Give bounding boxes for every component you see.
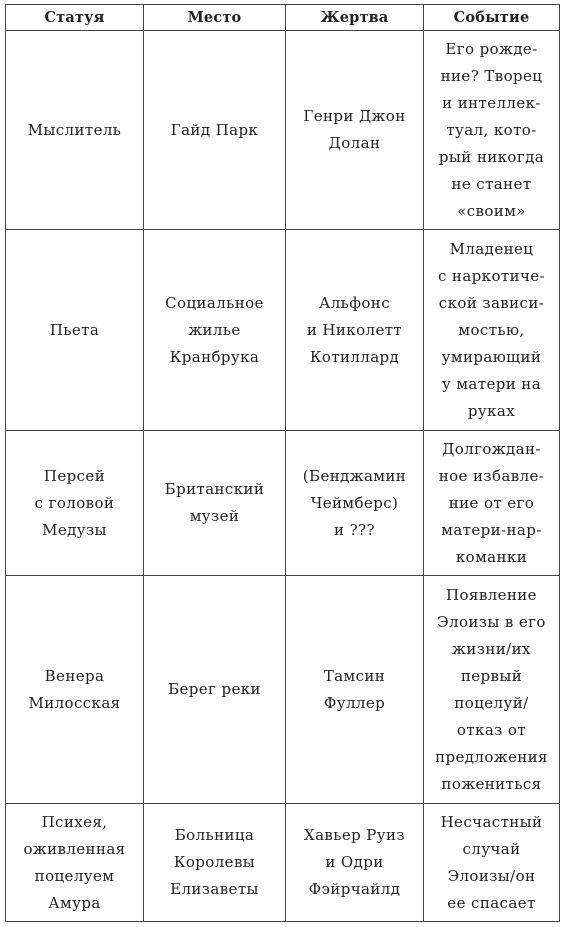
cell-line: жизни/их: [452, 639, 531, 658]
cell-line: Фуллер: [323, 693, 386, 712]
cell-line: Елизаветы: [170, 880, 259, 898]
place-cell: [144, 576, 286, 804]
cell-line: с головой: [34, 493, 115, 512]
event-cell: [424, 31, 560, 230]
statue-cell: [6, 804, 144, 922]
cell-line: Королевы: [173, 853, 256, 871]
table-row: [6, 230, 560, 431]
cell-line: Долан: [328, 134, 381, 152]
victim-cell: [286, 576, 424, 804]
cell-line: Социальное: [165, 293, 264, 312]
cell-line: первый: [460, 666, 523, 685]
cell-line: случай: [462, 839, 521, 858]
statue-cell: [6, 431, 144, 576]
cell-line: не станет: [451, 174, 532, 193]
cell-line: ее спасает: [447, 893, 536, 912]
cell-line: музей: [189, 507, 240, 525]
table-row: [6, 431, 560, 576]
cell-line: Появление: [446, 585, 537, 604]
cell-line: Британский: [164, 480, 265, 498]
cell-line: Венера: [44, 666, 105, 685]
cell-line: Генри Джон: [303, 107, 406, 125]
cell-line: и интеллек-: [442, 93, 541, 112]
header-place: Место: [144, 5, 286, 31]
cell-line: Чеймберс): [310, 493, 399, 512]
event-cell: [424, 431, 560, 576]
cell-line: ное избавле-: [438, 466, 545, 485]
victim-cell: [286, 230, 424, 431]
cell-line: Элоизы/он: [447, 866, 536, 885]
cell-line: ние от его: [448, 493, 535, 512]
event-cell: [424, 576, 560, 804]
cell-line: Милосская: [28, 693, 121, 712]
cell-line: Кранбрука: [169, 347, 260, 366]
cell-line: Берег реки: [168, 680, 261, 698]
table-row: [6, 576, 560, 804]
cell-line: команки: [455, 547, 528, 566]
cell-line: и Одри: [325, 853, 384, 871]
cell-line: Больница: [174, 826, 255, 844]
victim-cell: [286, 431, 424, 576]
statues-table: [5, 4, 560, 922]
cell-line: Долгождан-: [442, 439, 541, 458]
cell-line: Элоизы в его: [437, 612, 546, 631]
cell-line: ние? Творец: [440, 66, 543, 85]
cell-line: отказ от: [456, 720, 527, 739]
cell-line: Фэйрчайлд: [308, 880, 401, 898]
cell-line: с наркотиче-: [437, 266, 546, 285]
cell-line: Альфонс: [318, 293, 391, 312]
cell-line: Младенец: [449, 239, 534, 258]
place-cell: [144, 230, 286, 431]
statue-cell: [6, 230, 144, 431]
cell-line: Котиллард: [309, 347, 400, 366]
header-row: [6, 5, 560, 31]
header-statue: Статуя: [6, 5, 144, 31]
victim-cell: [286, 804, 424, 922]
cell-line: Хавьер Руиз: [304, 826, 405, 844]
cell-line: пожениться: [441, 774, 542, 793]
cell-line: Медузы: [42, 520, 107, 539]
cell-line: мостью,: [458, 320, 525, 339]
cell-line: туал, кото-: [446, 120, 537, 139]
cell-line: оживленная: [23, 839, 126, 858]
cell-line: Тамсин: [323, 666, 386, 685]
statue-cell: [6, 576, 144, 804]
cell-line: матери-нар-: [441, 520, 542, 539]
cell-line: умирающий: [441, 347, 542, 366]
cell-line: Мыслитель: [27, 120, 122, 139]
cell-line: «своим»: [457, 201, 526, 220]
cell-line: Амура: [48, 893, 101, 912]
cell-line: предложения: [435, 747, 548, 766]
cell-line: жилье: [188, 320, 241, 339]
cell-line: и ???: [334, 520, 375, 539]
place-cell: [144, 804, 286, 922]
table-row: [6, 804, 560, 922]
cell-line: (Бенджамин: [302, 466, 407, 485]
cell-line: Его рожде-: [445, 39, 538, 58]
place-cell: [144, 31, 286, 230]
cell-line: Персей: [43, 466, 106, 485]
cell-line: поцелуй/: [454, 693, 529, 712]
header-victim: Жертва: [286, 5, 424, 31]
cell-line: поцелуем: [34, 866, 115, 885]
cell-line: и Николетт: [306, 320, 403, 339]
cell-line: Гайд Парк: [170, 120, 259, 139]
cell-line: Психея,: [41, 812, 108, 831]
place-cell: [144, 431, 286, 576]
statue-cell: [6, 31, 144, 230]
event-cell: [424, 804, 560, 922]
table-row: [6, 31, 560, 230]
header-event: Событие: [424, 5, 560, 31]
cell-line: Пьета: [49, 320, 100, 339]
cell-line: рый никогда: [438, 147, 545, 166]
cell-line: руках: [467, 401, 516, 420]
cell-line: ской зависи-: [438, 293, 545, 312]
cell-line: у матери на: [441, 374, 542, 393]
victim-cell: [286, 31, 424, 230]
cell-line: Несчастный: [440, 812, 543, 831]
event-cell: [424, 230, 560, 431]
